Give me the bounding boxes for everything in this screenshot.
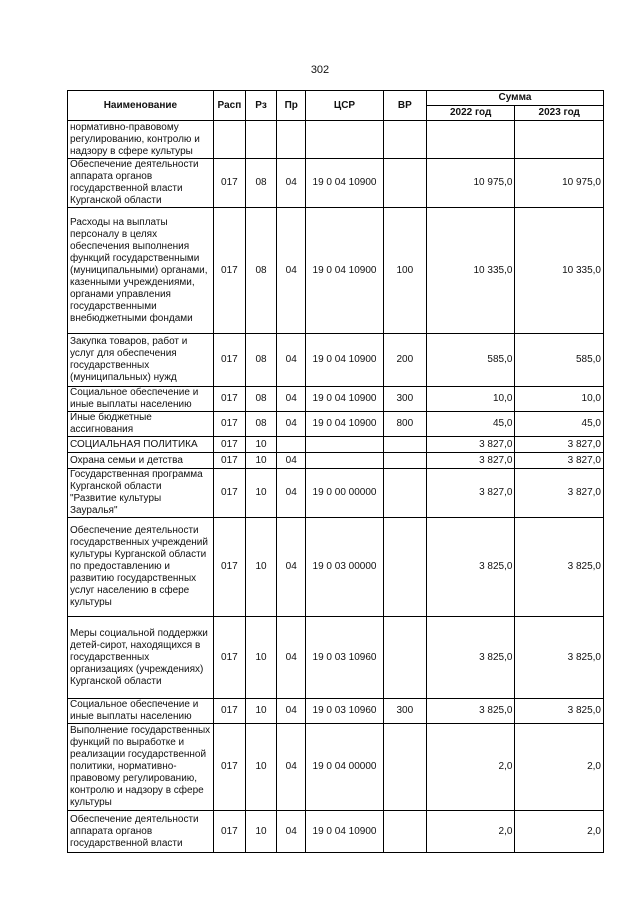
cell-csr: 19 0 04 10900 (306, 387, 383, 412)
cell-name: Закупка товаров, работ и услуг для обеспечения государственных (муниципальных) нужд (68, 334, 214, 387)
cell-name: Социальное обеспечение и иные выплаты населению (68, 387, 214, 412)
cell-pr: 04 (277, 412, 306, 437)
cell-2023: 3 825,0 (515, 699, 604, 724)
table-row (68, 334, 604, 387)
cell-vr (383, 121, 426, 159)
cell-pr: 04 (277, 469, 306, 518)
cell-rz: 10 (245, 617, 276, 699)
table-row (68, 699, 604, 724)
header-name: Наименование (68, 91, 214, 121)
cell-rz: 08 (245, 159, 276, 208)
cell-2023: 3 827,0 (515, 469, 604, 518)
cell-pr: 04 (277, 724, 306, 811)
cell-pr: 04 (277, 699, 306, 724)
cell-rz: 10 (245, 437, 276, 453)
table-row (68, 387, 604, 412)
cell-pr: 04 (277, 159, 306, 208)
cell-pr (277, 121, 306, 159)
cell-vr: 300 (383, 387, 426, 412)
cell-2022: 3 827,0 (426, 469, 514, 518)
cell-name: Обеспечение деятельности аппарата органов государственной власти (68, 811, 214, 853)
cell-2023: 3 827,0 (515, 453, 604, 469)
cell-csr: 19 0 04 10900 (306, 208, 383, 334)
cell-2023: 45,0 (515, 412, 604, 437)
cell-rz: 10 (245, 699, 276, 724)
cell-2022: 10 335,0 (426, 208, 514, 334)
cell-vr (383, 617, 426, 699)
cell-rasp: 017 (213, 518, 245, 617)
table-row (68, 724, 604, 811)
cell-csr: 19 0 04 10900 (306, 412, 383, 437)
header-year-2023: 2023 год (515, 106, 604, 121)
cell-2023: 10 335,0 (515, 208, 604, 334)
header-pr: Пр (277, 91, 306, 121)
cell-2022: 10 975,0 (426, 159, 514, 208)
cell-vr (383, 159, 426, 208)
header-csr: ЦСР (306, 91, 383, 121)
cell-2023: 3 825,0 (515, 617, 604, 699)
cell-name: Обеспечение деятельности аппарата органов государственной власти Курганской области (68, 159, 214, 208)
cell-rz: 08 (245, 412, 276, 437)
header-year-2022: 2022 год (426, 106, 514, 121)
cell-rz: 10 (245, 453, 276, 469)
cell-2022: 2,0 (426, 724, 514, 811)
table-row (68, 208, 604, 334)
cell-vr (383, 518, 426, 617)
cell-2022 (426, 121, 514, 159)
cell-2022: 3 825,0 (426, 617, 514, 699)
cell-2022: 3 825,0 (426, 518, 514, 617)
cell-2022: 45,0 (426, 412, 514, 437)
cell-rasp: 017 (213, 387, 245, 412)
table-row (68, 469, 604, 518)
cell-rz: 08 (245, 387, 276, 412)
cell-2022: 10,0 (426, 387, 514, 412)
cell-csr: 19 0 03 10960 (306, 617, 383, 699)
cell-rz: 10 (245, 518, 276, 617)
cell-pr (277, 437, 306, 453)
cell-pr: 04 (277, 334, 306, 387)
cell-csr: 19 0 04 10900 (306, 811, 383, 853)
cell-rasp (213, 121, 245, 159)
cell-2022: 3 827,0 (426, 453, 514, 469)
cell-vr: 800 (383, 412, 426, 437)
table-row (68, 412, 604, 437)
cell-2023: 585,0 (515, 334, 604, 387)
page-number: 302 (310, 64, 330, 76)
cell-vr (383, 437, 426, 453)
table-row (68, 121, 604, 159)
cell-csr: 19 0 00 00000 (306, 469, 383, 518)
cell-2023: 2,0 (515, 811, 604, 853)
cell-pr: 04 (277, 387, 306, 412)
cell-vr: 300 (383, 699, 426, 724)
header-vr: ВР (383, 91, 426, 121)
table-row (68, 437, 604, 453)
budget-table (67, 90, 604, 853)
cell-name: Выполнение государственных функций по выработке и реализации государственной политики, нормативно-правовому регулированию, контролю и надзору в сфере культуры (68, 724, 214, 811)
cell-rz: 10 (245, 724, 276, 811)
cell-rz: 10 (245, 469, 276, 518)
cell-pr: 04 (277, 617, 306, 699)
cell-vr (383, 453, 426, 469)
cell-2022: 585,0 (426, 334, 514, 387)
cell-2023: 10 975,0 (515, 159, 604, 208)
cell-name: Государственная программа Курганской области "Развитие культуры Зауралья" (68, 469, 214, 518)
cell-rasp: 017 (213, 617, 245, 699)
cell-name: нормативно-правовому регулированию, контролю и надзору в сфере культуры (68, 121, 214, 159)
cell-rasp: 017 (213, 208, 245, 334)
table-row (68, 453, 604, 469)
header-rasp: Расп (213, 91, 245, 121)
table-row (68, 518, 604, 617)
cell-2023 (515, 121, 604, 159)
cell-csr: 19 0 04 10900 (306, 334, 383, 387)
cell-rasp: 017 (213, 453, 245, 469)
cell-csr: 19 0 04 00000 (306, 724, 383, 811)
cell-vr (383, 811, 426, 853)
cell-2022: 2,0 (426, 811, 514, 853)
cell-rasp: 017 (213, 334, 245, 387)
cell-rasp: 017 (213, 412, 245, 437)
cell-name: Охрана семьи и детства (68, 453, 214, 469)
cell-rasp: 017 (213, 437, 245, 453)
cell-vr: 200 (383, 334, 426, 387)
table-body (68, 121, 604, 853)
cell-pr: 04 (277, 453, 306, 469)
cell-2023: 2,0 (515, 724, 604, 811)
cell-vr (383, 469, 426, 518)
cell-rasp: 017 (213, 469, 245, 518)
cell-2023: 3 825,0 (515, 518, 604, 617)
cell-rasp: 017 (213, 724, 245, 811)
cell-rasp: 017 (213, 159, 245, 208)
cell-name: Обеспечение деятельности государственных учреждений культуры Курганской области по предоставлению и развитию государственных услуг населению в сфере культуры (68, 518, 214, 617)
cell-csr (306, 121, 383, 159)
cell-pr: 04 (277, 811, 306, 853)
cell-name: Расходы на выплаты персоналу в целях обеспечения выполнения функций государственными (муниципальными) органами, казенными учреждениями, органами управления государственными внебюджетными фондами (68, 208, 214, 334)
table-row (68, 159, 604, 208)
cell-name: Меры социальной поддержки детей-сирот, находящихся в государственных организациях (учреждениях) Курганской области (68, 617, 214, 699)
cell-rz (245, 121, 276, 159)
cell-name: Социальное обеспечение и иные выплаты населению (68, 699, 214, 724)
cell-rz: 08 (245, 334, 276, 387)
cell-csr: 19 0 03 10960 (306, 699, 383, 724)
cell-vr (383, 724, 426, 811)
table-row (68, 811, 604, 853)
cell-2022: 3 827,0 (426, 437, 514, 453)
cell-2022: 3 825,0 (426, 699, 514, 724)
cell-csr: 19 0 04 10900 (306, 159, 383, 208)
table-row (68, 617, 604, 699)
cell-pr: 04 (277, 518, 306, 617)
header-sum: Сумма (426, 91, 603, 106)
cell-pr: 04 (277, 208, 306, 334)
cell-rasp: 017 (213, 699, 245, 724)
cell-2023: 10,0 (515, 387, 604, 412)
cell-rz: 08 (245, 208, 276, 334)
cell-csr: 19 0 03 00000 (306, 518, 383, 617)
cell-rasp: 017 (213, 811, 245, 853)
header-rz: Рз (245, 91, 276, 121)
cell-csr (306, 437, 383, 453)
cell-2023: 3 827,0 (515, 437, 604, 453)
table-header (68, 91, 604, 121)
cell-csr (306, 453, 383, 469)
cell-rz: 10 (245, 811, 276, 853)
cell-name: Иные бюджетные ассигнования (68, 412, 214, 437)
cell-name: СОЦИАЛЬНАЯ ПОЛИТИКА (68, 437, 214, 453)
cell-vr: 100 (383, 208, 426, 334)
